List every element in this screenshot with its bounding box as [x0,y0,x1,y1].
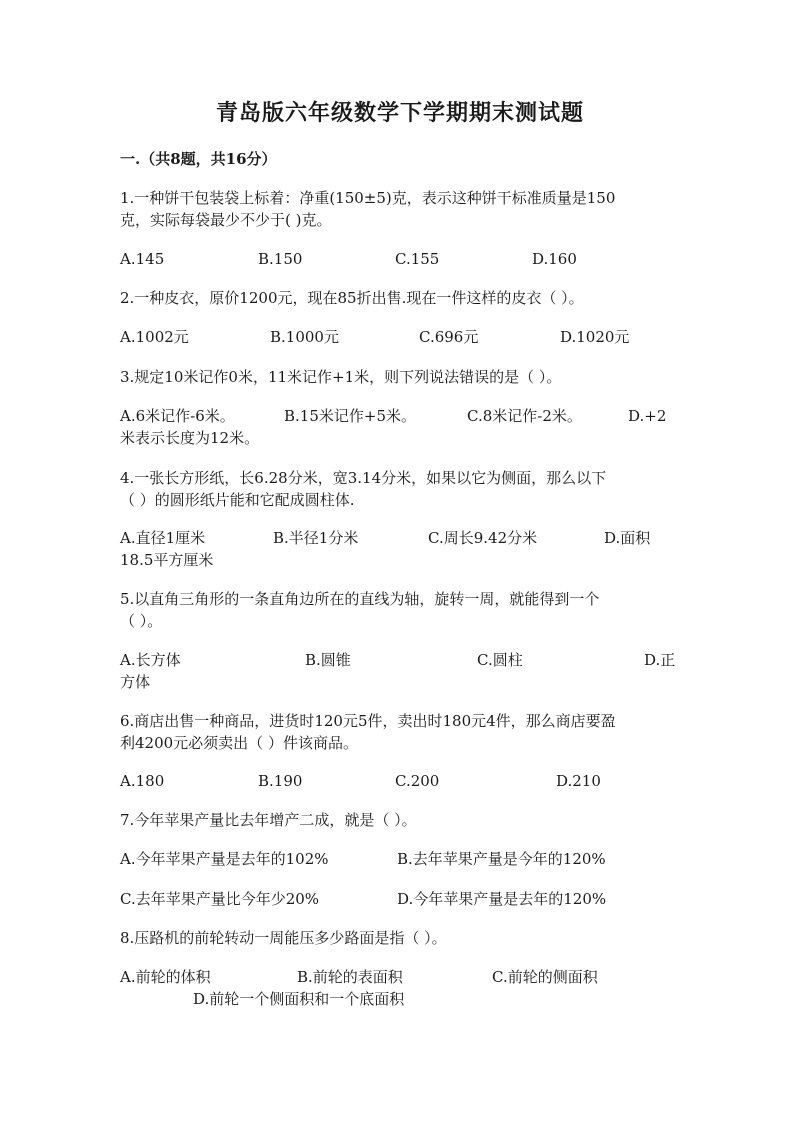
question-7-option-c: C.去年苹果产量比今年少20% [120,890,320,908]
section-heading: 一.（共8题，共16分） [120,150,277,168]
question-4-option-c: C.周长9.42分米 [428,529,538,547]
question-3-option-b: B.15米记作+5米。 [284,407,416,425]
question-3-option-d-cont: 米表示长度为12米。 [120,429,260,447]
question-5-line-1: 5.以直角三角形的一条直角边所在的直线为轴，旋转一周，就能得到一个 [120,590,600,608]
question-1-option-b: B.150 [258,250,303,268]
question-3-line-1: 3.规定10米记作0米，11米记作+1米，则下列说法错误的是（ ）。 [120,368,562,386]
question-8-option-a: A.前轮的体积 [120,968,211,986]
question-8-option-b: B.前轮的表面积 [297,968,403,986]
question-4-option-b: B.半径1分米 [273,529,359,547]
question-3-option-a: A.6米记作-6米。 [120,407,235,425]
question-1-option-c: C.155 [395,250,440,268]
question-4-line-1: 4.一张长方形纸，长6.28分米，宽3.14分米，如果以它为侧面，那么以下 [120,469,607,487]
question-1-line-1: 1.一种饼干包装袋上标着：净重(150±5)克，表示这种饼干标准质量是150 [120,189,616,207]
question-5-option-d: D.正 [644,651,676,669]
question-2-option-a: A.1002元 [120,328,189,346]
question-5-option-b: B.圆锥 [305,651,351,669]
question-7-option-b: B.去年苹果产量是今年的120% [397,850,606,868]
question-3-option-d: D.+2 [628,407,667,425]
question-5-option-d-cont: 方体 [120,673,151,691]
question-3-option-c: C.8米记作-2米。 [467,407,582,425]
question-6-line-1: 6.商店出售一种商品，进货时120元5件，卖出时180元4件，那么商店要盈 [120,712,616,730]
question-8-option-c: C.前轮的侧面积 [492,968,598,986]
question-4-option-d: D.面积 [604,529,651,547]
question-4-line-2: （ ）的圆形纸片能和它配成圆柱体. [120,491,355,509]
question-5-option-a: A.长方体 [120,651,181,669]
question-6-line-2: 利4200元必须卖出（ ）件该商品。 [120,734,358,752]
question-2-option-d: D.1020元 [560,328,630,346]
question-4-option-d-cont: 18.5平方厘米 [120,551,214,569]
question-6-option-a: A.180 [120,772,165,790]
question-7-option-a: A.今年苹果产量是去年的102% [120,850,329,868]
question-1-line-2: 克，实际每袋最少不少于( )克。 [120,211,332,229]
question-6-option-b: B.190 [258,772,303,790]
question-4-option-a: A.直径1厘米 [120,529,206,547]
question-6-option-d: D.210 [556,772,601,790]
question-7-option-d: D.今年苹果产量是去年的120% [397,890,607,908]
question-7-line-1: 7.今年苹果产量比去年增产二成，就是（ ）。 [120,811,417,829]
question-5-line-2: （ ）。 [120,612,163,630]
question-8-option-d: D.前轮一个侧面积和一个底面积 [193,990,405,1008]
exam-title: 青岛版六年级数学下学期期末测试题 [215,100,584,126]
question-6-option-c: C.200 [395,772,440,790]
question-5-option-c: C.圆柱 [477,651,523,669]
question-8-line-1: 8.压路机的前轮转动一周能压多少路面是指（ ）。 [120,929,447,947]
question-1-option-a: A.145 [120,250,165,268]
question-2-line-1: 2.一种皮衣，原价1200元，现在85折出售.现在一件这样的皮衣（ ）。 [120,289,584,307]
question-2-option-c: C.696元 [419,328,479,346]
question-2-option-b: B.1000元 [270,328,339,346]
question-1-option-d: D.160 [532,250,577,268]
